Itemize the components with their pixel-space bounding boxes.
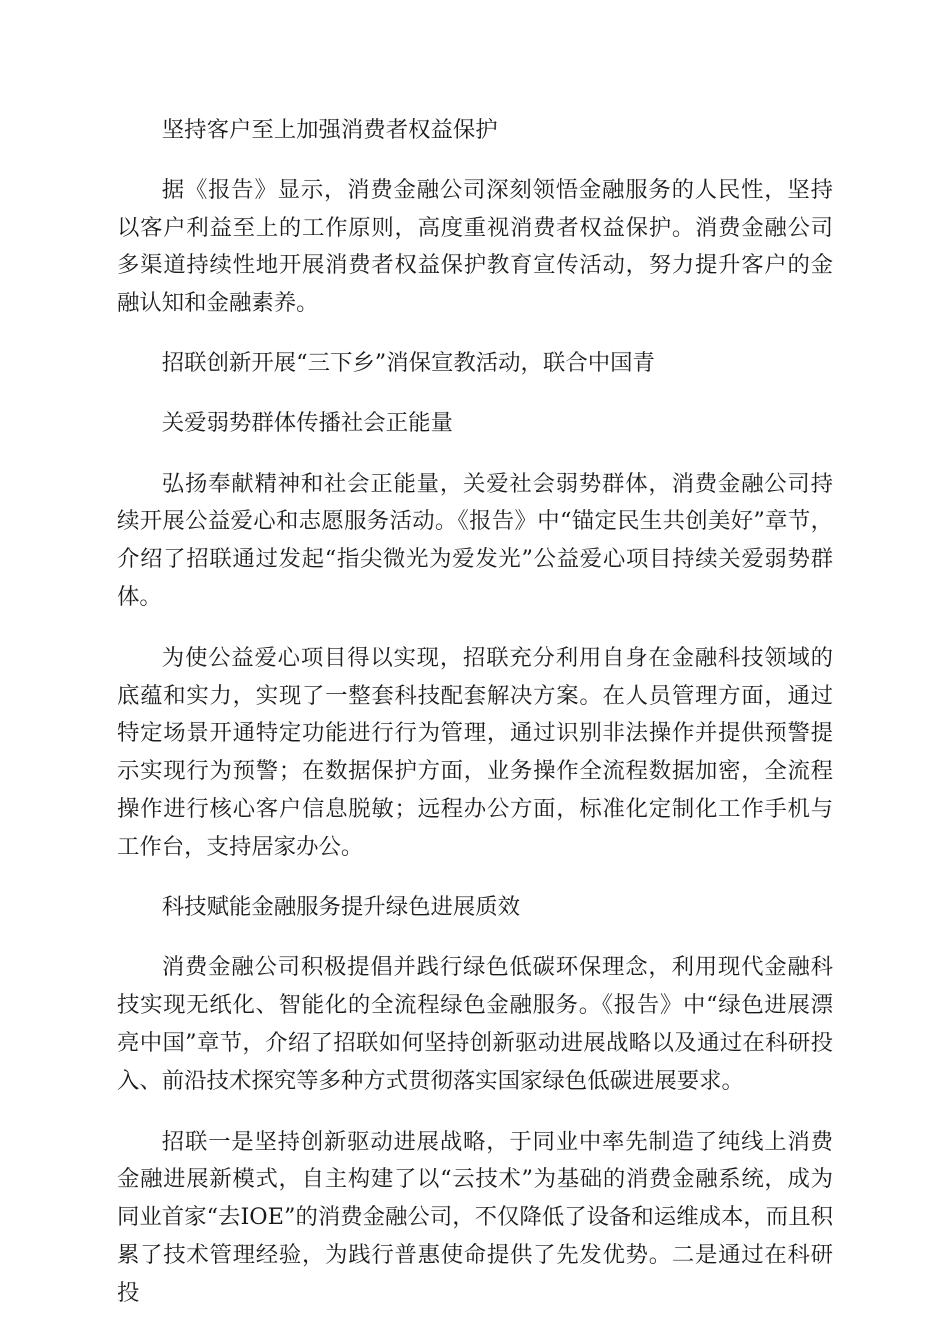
paragraph-three-rural-activity: 招联创新开展“三下乡”消保宣教活动，联合中国青	[161, 349, 655, 376]
paragraph-consumer-protection: 据《报告》显示，消费金融公司深刻领悟金融服务的人民性，坚持以客户利益至上的工作原则，高度重视消费者权益保护。消费金融公司多渠道持续性地开展消费者权益保护教育宣传活动，努力提升客户的金融认知和金融素养。	[117, 176, 833, 317]
paragraph-public-welfare: 弘扬奉献精神和社会正能量，关爱社会弱势群体，消费金融公司持续开展公益爱心和志愿服务活动。《报告》中“锚定民生共创美好”章节，介绍了招联通过发起“指尖微光为爱发光”公益爱心项目持续关爱弱势群体。	[117, 470, 833, 610]
section-heading-vulnerable-groups: 关爱弱势群体传播社会正能量	[161, 409, 453, 436]
document-body	[117, 112, 833, 1313]
paragraph-tech-solution: 为使公益爱心项目得以实现，招联充分利用自身在金融科技领域的底蕴和实力，实现了一整套科技配套解决方案。在人员管理方面，通过特定场景开通特定功能进行行为管理，通过识别非法操作并提供预警提示实现行为预警；在数据保护方面，业务操作全流程数据加密，全流程操作进行核心客户信息脱敏；远程办公方面，标准化定制化工作手机与工作台，支持居家办公。	[117, 644, 833, 860]
section-heading-consumer-protection: 坚持客户至上加强消费者权益保护	[161, 117, 498, 143]
paragraph-innovation-strategy: 招联一是坚持创新驱动进展战略，于同业中率先制造了纯线上消费金融进展新模式，自主构建了以“云技术”为基础的消费金融系统，成为同业首家“去IOE”的消费金融公司，不仅降低了设备和运维成本，而且积累了技术管理经验，为践行普惠使命提供了先发优势。二是通过在科研投	[117, 1128, 833, 1306]
paragraph-green-finance: 消费金融公司积极提倡并践行绿色低碳环保理念，利用现代金融科技实现无纸化、智能化的全流程绿色金融服务。《报告》中“绿色进展漂亮中国”章节，介绍了招联如何坚持创新驱动进展战略以及通过在科研投入、前沿技术探究等多种方式贯彻落实国家绿色低碳进展要求。	[117, 954, 833, 1094]
section-heading-green-development: 科技赋能金融服务提升绿色进展质效	[161, 893, 521, 920]
